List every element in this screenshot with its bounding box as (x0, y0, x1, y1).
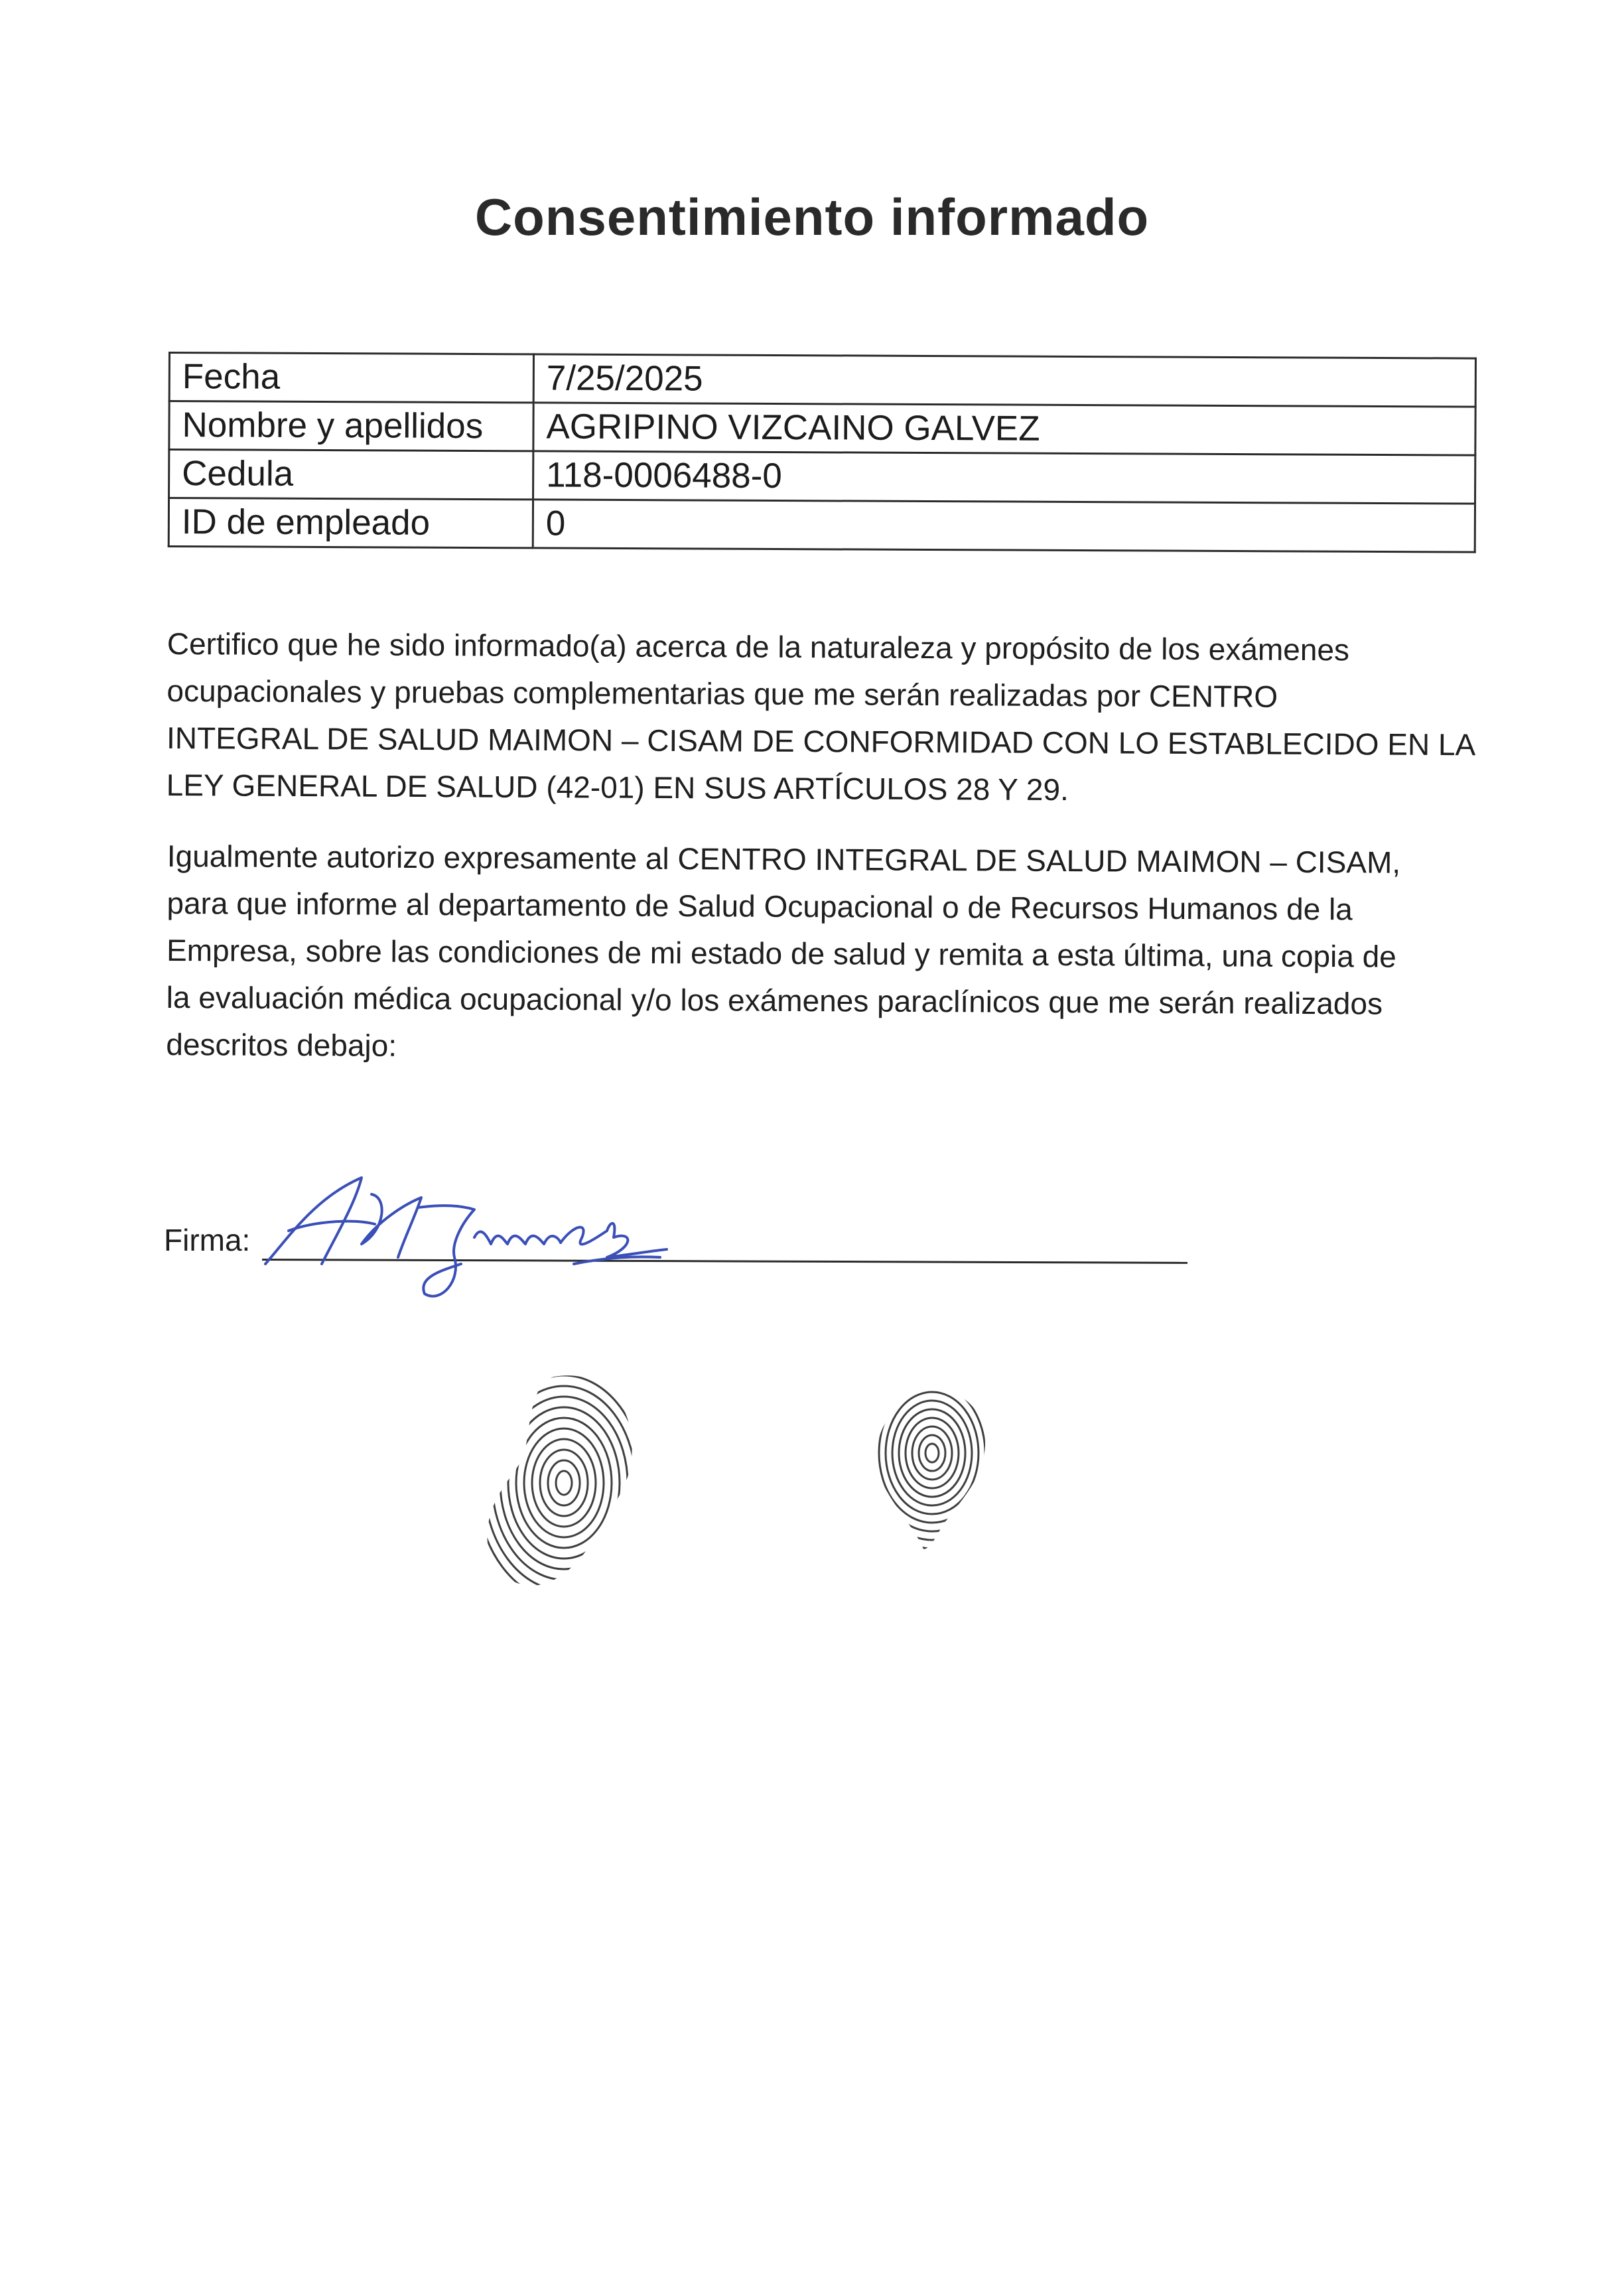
field-label: Cedula (169, 450, 533, 500)
fingerprint-icon (862, 1383, 995, 1556)
table-row (169, 401, 1475, 456)
info-table (168, 352, 1477, 553)
text-line: Empresa, sobre las condiciones de mi estado de salud y remita a esta última, una copia de (166, 932, 1396, 974)
table-row (169, 353, 1475, 407)
field-value: AGRIPINO VIZCAINO GALVEZ (533, 403, 1475, 455)
field-label: Fecha (169, 353, 533, 403)
text-line: la evaluación médica ocupacional y/o los exámenes paraclínicos que me serán realizados (166, 979, 1383, 1021)
authorization-paragraph (166, 833, 1487, 1075)
text-line: INTEGRAL DE SALUD MAIMON – CISAM DE CONFORMIDAD CON LO ESTABLECIDO EN LA (166, 720, 1476, 762)
page-title: Consentimiento informado (474, 188, 1150, 246)
signature-label: Firma: (164, 1223, 251, 1257)
text-line: ocupacionales y pruebas complementarias que me serán realizadas por CENTRO (167, 673, 1278, 714)
certification-paragraph (167, 620, 1487, 815)
text-line: Igualmente autorizo expresamente al CENTRO INTEGRAL DE SALUD MAIMON – CISAM, (167, 838, 1401, 880)
fingerprint-icon (474, 1370, 653, 1596)
text-line: descritos debajo: (166, 1026, 397, 1063)
text-line: LEY GENERAL DE SALUD (42-01) EN SUS ARTÍCULOS 28 Y 29. (166, 767, 1069, 807)
text-line: Certifico que he sido informado(a) acerca de la naturaleza y propósito de los exámenes (167, 626, 1350, 667)
handwritten-signature (262, 1158, 673, 1310)
field-label: ID de empleado (169, 498, 533, 548)
field-value: 118-0006488-0 (533, 451, 1475, 504)
field-value: 7/25/2025 (533, 354, 1475, 407)
field-value: 0 (533, 500, 1475, 552)
field-label: Nombre y apellidos (169, 401, 533, 451)
table-row (169, 498, 1475, 553)
text-line: para que informe al departamento de Salud Ocupacional o de Recursos Humanos de la (167, 885, 1353, 927)
table-row (169, 450, 1475, 504)
